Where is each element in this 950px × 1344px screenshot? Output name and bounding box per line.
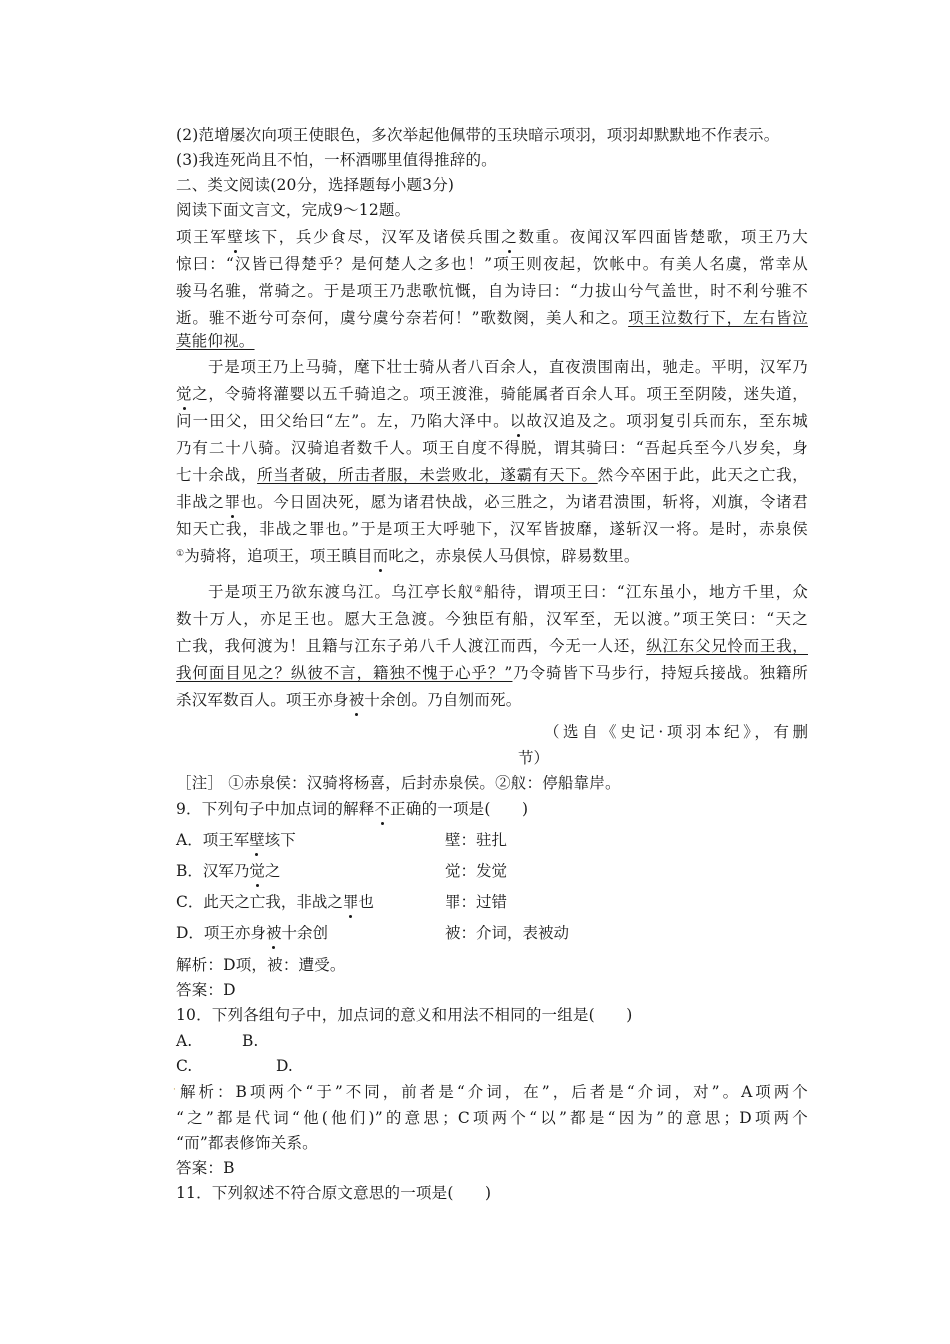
passage-p2-line-8: ①为骑将，追项王，项王瞋目而叱之，赤泉侯人马俱惊，辟易数里。	[176, 547, 640, 565]
q9-option-d: D．项王亦身被十余创	[176, 924, 328, 942]
passage-p3-line-3: 亡我，我何渡为！且籍与江东子弟八千人渡江而西，今无一人还，纵江东父兄怜而王我，	[176, 637, 808, 655]
passage-p2-line-4: 乃有二十八骑。汉骑追者数千人。项王自度不得脱，谓其骑曰：“吾起兵至今八岁矣，身	[176, 439, 808, 457]
footnote-marker: ②	[474, 585, 484, 595]
q9-option-c-gloss: 罪：过错	[445, 893, 508, 911]
footnote-marker: ①	[176, 549, 185, 559]
footnotes: ［注］ ①赤泉侯：汉骑将杨喜，后封赤泉侯。②舣：停船靠岸。	[176, 774, 621, 792]
passage-p3-line-4: 我何面目见之？纵彼不言，籍独不愧于心乎？”乃令骑皆下马步行，持短兵接战。独籍所	[176, 664, 808, 682]
passage-p2-line-7: 知天亡我，非战之罪也。”于是项王大呼驰下，汉军皆披靡，遂斩汉一将。是时，赤泉侯	[176, 520, 808, 538]
stray-mark: ·	[173, 1085, 176, 1095]
passage-p1-line-5	[176, 331, 808, 351]
passage-p1-line-4: 逝。骓不逝兮可奈何，虞兮虞兮奈若何！”歌数阕，美人和之。项王泣数行下，左右皆泣	[176, 309, 809, 327]
q10-analysis-line-1: 解析：B项两个“于”不同，前者是“介词，在”，后者是“介词，对”。A项两个	[180, 1083, 808, 1101]
passage-p2-line-5: 七十余战，所当者破，所击者服，未尝败北，遂霸有天下。然今卒困于此，此天之亡我，	[176, 466, 808, 484]
section-heading: 二、类文阅读(20分，选择题每小题3分)	[176, 176, 455, 194]
q9-option-a-gloss: 壁：驻扎	[445, 831, 508, 849]
passage-p3-line-1: 于是项王乃欲东渡乌江。乌江亭长舣②船待，谓项王曰：“江东虽小，地方千里，众	[208, 583, 808, 601]
q10-analysis-line-2: “之”都是代词“他(他们)”的意思；C项两个“以”都是“因为”的意思；D项两个	[176, 1109, 808, 1127]
translation-line-3: (3)我连死尚且不怕，一杯酒哪里值得推辞的。	[176, 151, 497, 169]
reading-instruction: 阅读下面文言文，完成9～12题。	[176, 201, 411, 219]
dotted-word: 不	[374, 800, 391, 818]
underlined-sentence: 纵江东父兄怜而王我，	[646, 637, 808, 655]
passage-p1-line-2: 惊曰：“汉皆已得楚乎？是何楚人之多也！”项王则夜起，饮帐中。有美人名虞，常幸从	[176, 255, 808, 273]
dotted-word: 以	[509, 412, 527, 430]
underlined-sentence: 我何面目见之？纵彼不言，籍独不愧于心乎？”	[176, 664, 513, 682]
q9-option-a: A．项王军壁垓下	[176, 831, 296, 849]
source-citation: （选自《史记·项羽本纪》，有删	[544, 723, 808, 741]
passage-p3-line-5: 杀汉军数百人。项王亦身被十余创。乃自刎而死。	[176, 691, 522, 709]
q9-option-d-gloss: 被：介词，表被动	[445, 924, 570, 942]
q9-answer: 答案：D	[176, 981, 236, 999]
underlined-sentence: 所当者破，所击者服，未尝败北，遂霸有天下。	[257, 466, 598, 484]
dotted-word: 壁	[227, 228, 245, 246]
q9-analysis: 解析：D项，被：遭受。	[176, 956, 346, 974]
question-9-stem: 9．下列句子中加点词的解释不正确的一项是( )	[176, 800, 529, 818]
translation-line-2: (2)范增屡次向项王使眼色，多次举起他佩带的玉玦暗示项羽，项羽却默默地不作表示。	[176, 126, 780, 144]
q10-option-b: B.	[242, 1032, 259, 1050]
question-11-stem: 11．下列叙述不符合原文意思的一项是( )	[176, 1184, 492, 1202]
dotted-word: 而	[372, 547, 389, 565]
q9-option-c: C．此天之亡我，非战之罪也	[176, 893, 374, 911]
passage-p2-line-3: 问一田父，田父绐曰“左”。左，乃陷大泽中。以故汉追及之。项羽复引兵而东，至东城	[176, 412, 808, 430]
q10-option-c: C.	[176, 1057, 193, 1075]
dotted-word: 罪	[224, 493, 241, 511]
q10-option-d: D.	[276, 1057, 293, 1075]
passage-p2-line-6: 非战之罪也。今日固决死，愿为诸君快战，必三胜之，为诸君溃围，斩将，刈旗，令诸君	[176, 493, 808, 511]
underlined-sentence: 莫能仰视。	[176, 332, 255, 350]
passage-p1-line-3: 骏马名骓，常骑之。于是项王乃悲歌忼慨，自为诗曰：“力拔山兮气盖世，时不利兮骓不	[176, 282, 808, 300]
passage-p2-line-2: 觉之，令骑将灌婴以五千骑追之。项王渡淮，骑能属者百余人耳。项王至阴陵，迷失道，	[176, 385, 808, 403]
q10-analysis-line-3: “而”都表修饰关系。	[176, 1134, 318, 1152]
source-citation-end: 节）	[518, 749, 550, 767]
q9-option-b: B．汉军乃觉之	[176, 862, 281, 880]
underlined-sentence: 项王泣数行下，左右皆泣	[628, 309, 809, 327]
dotted-word: 被	[348, 691, 365, 709]
q9-option-b-gloss: 觉：发觉	[445, 862, 508, 880]
q10-option-a: A.	[176, 1032, 193, 1050]
passage-p3-line-2: 数十万人，亦足王也。愿大王急渡。今独臣有船，汉军至，无以渡。”项王笑曰：“天之	[176, 610, 808, 628]
passage-p2-line-1: 于是项王乃上马骑，麾下壮士骑从者八百余人，直夜溃围南出，驰走。平明，汉军乃	[208, 358, 808, 376]
question-10-stem: 10．下列各组句子中，加点词的意义和用法不相同的一组是( )	[176, 1006, 633, 1024]
dotted-word: 觉	[176, 385, 193, 403]
passage-p1-line-1: 项王军壁垓下，兵少食尽，汉军及诸侯兵围之数重。夜闻汉军四面皆楚歌，项王乃大	[176, 228, 808, 246]
dotted-word: 之	[501, 228, 519, 246]
q10-answer: 答案：B	[176, 1159, 235, 1177]
